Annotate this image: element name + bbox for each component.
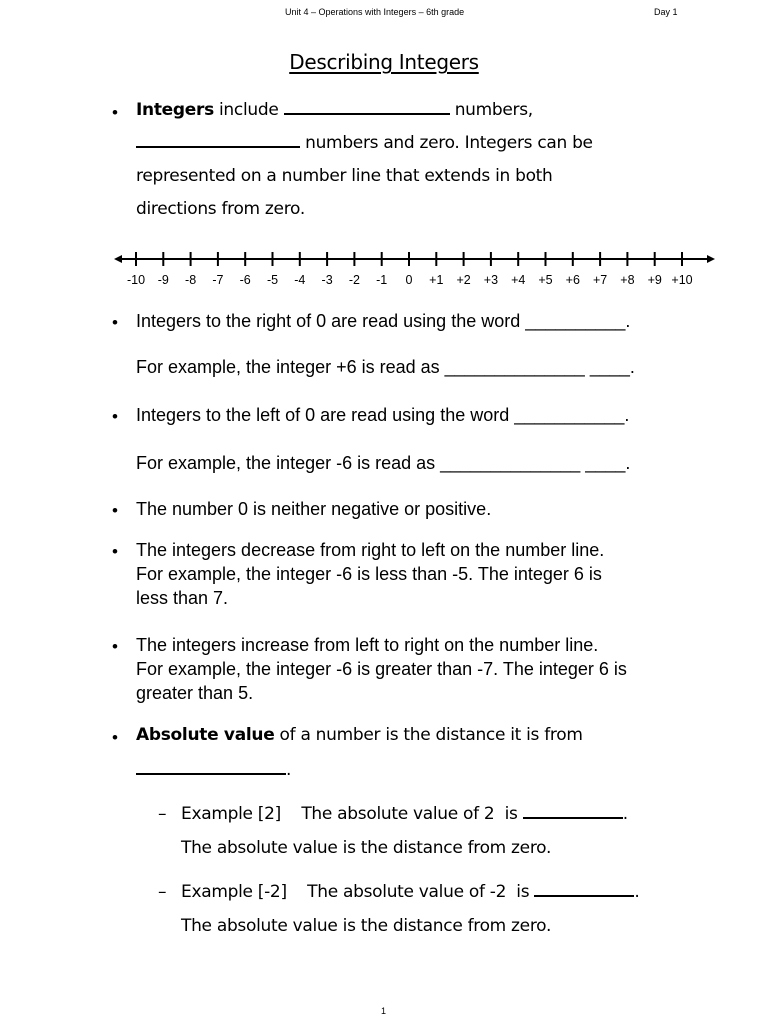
example2-label: Example [-2] The absolute value of -2 is bbox=[181, 882, 535, 902]
example1-period: . bbox=[622, 804, 628, 824]
increase-line2: For example, the integer -6 is greater than -7. The integer 6 is bbox=[136, 659, 627, 679]
bullet-dot: • bbox=[112, 407, 118, 426]
right-of-zero-line2: For example, the integer +6 is read as ______________ ____. bbox=[136, 357, 635, 377]
number-line-label: +10 bbox=[671, 273, 693, 287]
example1-label: Example [2] The absolute value of 2 is bbox=[181, 804, 523, 824]
absolute-period: . bbox=[286, 760, 292, 780]
bullet-dot: • bbox=[112, 313, 118, 332]
increase-line1: The integers increase from left to right on the number line. bbox=[136, 635, 599, 655]
number-line-label: +5 bbox=[538, 273, 553, 287]
answer-blank[interactable] bbox=[284, 113, 450, 115]
number-line-label: -9 bbox=[157, 273, 169, 287]
bullet-dot: • bbox=[112, 728, 118, 747]
dash-marker: – bbox=[158, 804, 167, 824]
number-line-label: -6 bbox=[239, 273, 251, 287]
number-line-label: 0 bbox=[405, 273, 413, 287]
bullet-dot: • bbox=[112, 501, 118, 520]
integers-def-line2 bbox=[136, 133, 593, 153]
header-unit-title: Unit 4 – Operations with Integers – 6th grade bbox=[285, 7, 465, 17]
example1-line2: The absolute value is the distance from zero. bbox=[181, 838, 552, 858]
number-line-label: -2 bbox=[348, 273, 360, 287]
left-of-zero-line2: For example, the integer -6 is read as ______________ ____. bbox=[136, 453, 631, 473]
number-line-label: +7 bbox=[592, 273, 608, 287]
example1-line1 bbox=[181, 804, 628, 824]
left-of-zero-line1: Integers to the left of 0 are read using the word ___________. bbox=[136, 405, 630, 425]
number-line-label: +6 bbox=[565, 273, 580, 287]
decrease-line3: less than 7. bbox=[136, 588, 229, 608]
increase-line3: greater than 5. bbox=[136, 683, 254, 703]
number-line-label: -10 bbox=[126, 273, 146, 287]
decrease-line1: The integers decrease from right to left on the number line. bbox=[136, 540, 605, 560]
example2-line1 bbox=[181, 882, 639, 902]
number-line bbox=[112, 243, 718, 293]
number-line-label: +1 bbox=[429, 273, 444, 287]
absolute-text: of a number is the distance it is from bbox=[274, 725, 583, 745]
integers-def-text3: numbers and zero. Integers can be bbox=[300, 133, 593, 153]
absolute-line1 bbox=[136, 725, 583, 745]
zero-note: The number 0 is neither negative or positive. bbox=[136, 499, 492, 519]
integers-term: Integers bbox=[136, 100, 214, 120]
right-of-zero-line1: Integers to the right of 0 are read using the word __________. bbox=[136, 311, 631, 331]
number-line-label: -1 bbox=[376, 273, 388, 287]
answer-blank[interactable] bbox=[136, 146, 300, 148]
integers-def-text2: numbers, bbox=[449, 100, 533, 120]
number-line-label: +8 bbox=[620, 273, 635, 287]
example2-line2: The absolute value is the distance from zero. bbox=[181, 916, 552, 936]
number-line-label: +3 bbox=[483, 273, 499, 287]
dash-marker: – bbox=[158, 882, 167, 902]
integers-def-text1: include bbox=[213, 100, 284, 120]
integers-def-line1 bbox=[136, 100, 533, 120]
answer-blank[interactable] bbox=[534, 895, 634, 897]
number-line-label: -3 bbox=[321, 273, 333, 287]
number-line-label: +9 bbox=[647, 273, 662, 287]
right-arrow-icon bbox=[707, 255, 715, 263]
absolute-term: Absolute value bbox=[136, 725, 275, 745]
number-line-label: +2 bbox=[456, 273, 471, 287]
bullet-dot: • bbox=[112, 542, 118, 561]
number-line-label: -4 bbox=[294, 273, 306, 287]
answer-blank[interactable] bbox=[136, 773, 286, 775]
bullet-dot: • bbox=[112, 637, 118, 656]
decrease-line2: For example, the integer -6 is less than -5. The integer 6 is bbox=[136, 564, 602, 584]
number-line-label: -8 bbox=[185, 273, 197, 287]
example2-period: . bbox=[634, 882, 640, 902]
page-title-text: Describing Integers bbox=[289, 50, 479, 74]
number-line-label: -7 bbox=[212, 273, 224, 287]
absolute-line2 bbox=[136, 760, 291, 780]
header-day: Day 1 bbox=[654, 7, 678, 17]
page-number: 1 bbox=[381, 1006, 387, 1016]
integers-def-line3: represented on a number line that extends in both bbox=[136, 166, 553, 186]
integers-def-line4: directions from zero. bbox=[136, 199, 305, 219]
page-title bbox=[0, 50, 768, 74]
answer-blank[interactable] bbox=[523, 817, 623, 819]
number-line-label: -5 bbox=[266, 273, 279, 287]
left-arrow-icon bbox=[114, 255, 122, 263]
bullet-dot: • bbox=[112, 103, 118, 122]
number-line-label: +4 bbox=[511, 273, 526, 287]
